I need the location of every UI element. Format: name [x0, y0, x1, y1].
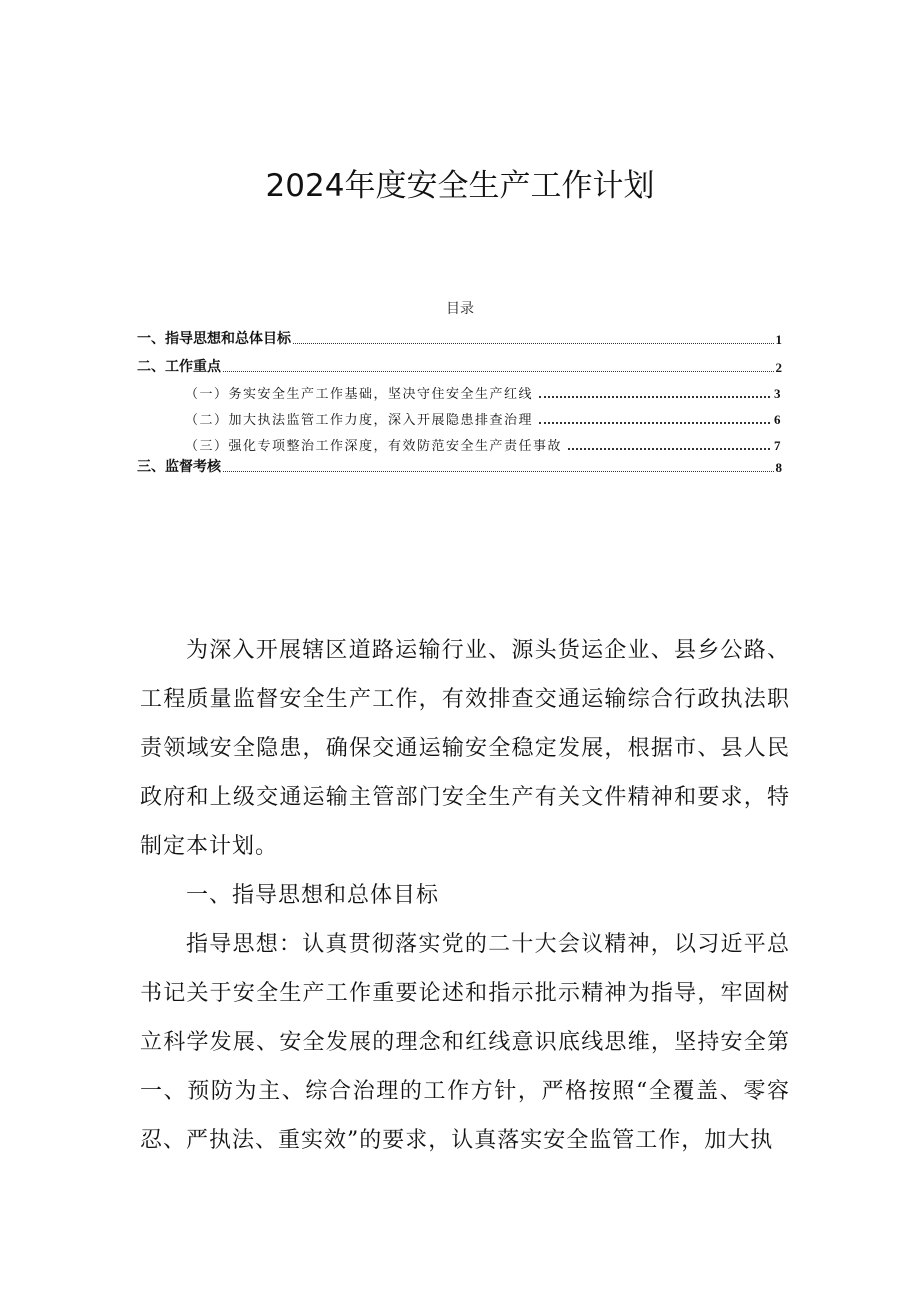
toc-entry-label: （一）务实安全生产工作基础，坚决守住安全生产红线 [185, 387, 534, 402]
toc-entry-3[interactable] [137, 454, 782, 476]
toc-entry-label: 三、监督考核 [137, 459, 221, 475]
toc-entry-label: 二、工作重点 [137, 359, 221, 375]
intro-paragraph: 为深入开展辖区道路运输行业、源头货运企业、县乡公路、工程质量监督安全生产工作，有效排查交通运输综合行政执法职责领域安全隐患，确保交通运输安全稳定发展，根据市、县人民政府和上级交通运输主管部门安全生产有关文件精神和要求，特制定本计划。 [140, 638, 790, 859]
toc-entry-2[interactable] [137, 354, 782, 376]
toc-entry-page: 7 [774, 438, 782, 453]
toc-heading: 目录 [446, 301, 474, 317]
toc-entry-page: 2 [775, 360, 782, 375]
toc-entry-label: 一、指导思想和总体目标 [137, 331, 291, 347]
toc-dot-leader [539, 395, 770, 398]
toc-entry-2-2[interactable] [137, 402, 782, 428]
toc-dot-leader [568, 447, 770, 450]
toc-entry-2-3[interactable] [137, 428, 782, 454]
toc-dot-leader [293, 342, 774, 344]
toc-entry-label: （三）强化专项整治工作深度，有效防范安全生产责任事故 [185, 439, 563, 454]
toc-entry-2-1[interactable] [137, 376, 782, 402]
toc-entry-1[interactable] [137, 326, 782, 348]
toc-entry-page: 1 [775, 332, 782, 347]
section-heading-1: 一、指导思想和总体目标 [186, 883, 440, 908]
document-title: 2024年度安全生产工作计划 [265, 168, 655, 204]
table-of-contents [137, 326, 782, 476]
toc-dot-leader [223, 470, 774, 472]
toc-entry-page: 3 [774, 386, 782, 401]
document-body [140, 626, 790, 1165]
toc-entry-page: 6 [774, 412, 782, 427]
toc-entry-label: （二）加大执法监管工作力度，深入开展隐患排查治理 [185, 413, 534, 428]
toc-entry-page: 8 [775, 460, 782, 475]
toc-dot-leader [223, 370, 774, 372]
toc-dot-leader [539, 421, 770, 424]
section-1-paragraph: 指导思想：认真贯彻落实党的二十大会议精神，以习近平总书记关于安全生产工作重要论述和指示批示精神为指导，牢固树立科学发展、安全发展的理念和红线意识底线思维，坚持安全第一、预防为主、综合治理的工作方针，严格按照“全覆盖、零容忍、严执法、重实效”的要求，认真落实安全监管工作，加大执 [140, 932, 790, 1153]
